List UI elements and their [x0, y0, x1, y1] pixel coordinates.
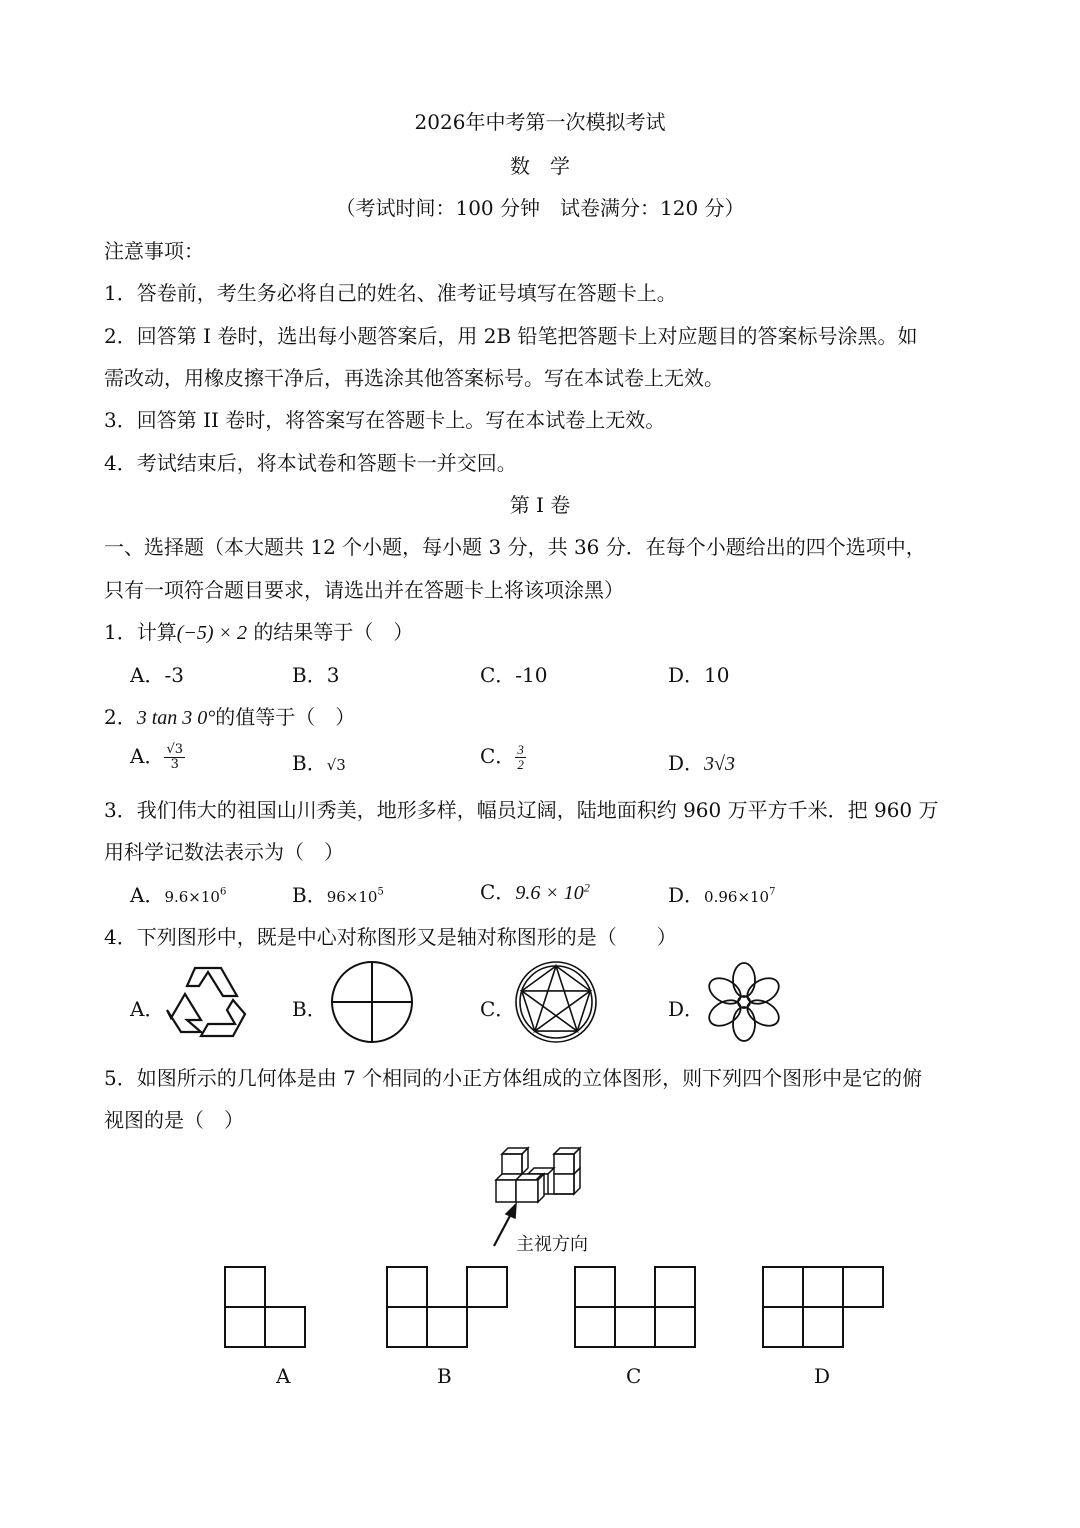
six-petal-flower-figure[interactable] [702, 958, 786, 1046]
q3-b-label: B． [292, 883, 327, 907]
q3-d-label: D． [668, 883, 705, 907]
q3-a-value: 9.6×10 [164, 888, 220, 906]
q2-b-value: √3 [326, 756, 346, 774]
q3-d-value: 0.96×10 [704, 888, 770, 906]
q2-option-a[interactable] [130, 740, 185, 772]
exam-info: （考试时间：100 分钟 试卷满分：120 分） [335, 196, 745, 220]
subject-title: 数 学 [510, 154, 570, 178]
q3-c-exponent: 2 [583, 880, 590, 895]
q2-c-numerator: 3 [517, 742, 524, 757]
q2-c-fraction [515, 743, 526, 772]
view-direction-label: 主视方向 [516, 1234, 588, 1255]
q2-a-numerator: √3 [166, 742, 184, 757]
q2-option-d[interactable] [668, 747, 735, 776]
part1-heading: 第 I 卷 [509, 493, 571, 517]
notes-heading: 注意事项： [104, 239, 204, 263]
question-4: 4．下列图形中，既是中心对称图形又是轴对称图形的是（ ） [104, 925, 677, 949]
question-2 [104, 701, 355, 730]
q3-c-label: C． [480, 880, 516, 904]
q2-c-denominator: 2 [517, 757, 524, 772]
q2-expression: 3 tan 3 0° [136, 707, 216, 729]
q4-option-c-label[interactable]: C． [480, 997, 516, 1021]
q1-suffix: 的结果等于（ ） [247, 620, 414, 644]
circle-pentagram-figure[interactable] [514, 960, 598, 1044]
q3-option-b[interactable] [292, 879, 384, 908]
recycle-triangle-figure[interactable] [165, 962, 251, 1040]
q5-option-a-label[interactable]: A [276, 1364, 291, 1388]
note-3: 3．回答第 II 卷时，将答案写在答题卡上。写在本试卷上无效。 [104, 408, 666, 432]
q2-prefix: 2． [104, 705, 137, 729]
q1-option-b[interactable]: B．3 [292, 663, 340, 687]
note-2b: 需改动，用橡皮擦干净后，再选涂其他答案标号。写在本试卷上无效。 [104, 366, 724, 390]
q5-option-c-label[interactable]: C [626, 1364, 642, 1388]
pinwheel-figure[interactable] [330, 960, 414, 1044]
q2-option-c[interactable] [480, 740, 526, 772]
q5-option-c-grid[interactable] [574, 1266, 696, 1348]
q2-option-b[interactable] [292, 747, 346, 776]
q4-option-d-label[interactable]: D． [668, 997, 705, 1021]
q5-option-b-label[interactable]: B [437, 1364, 452, 1388]
q3-b-value: 96×10 [326, 888, 378, 906]
q3-d-exponent: 7 [769, 886, 776, 898]
q3-option-d[interactable] [668, 879, 775, 908]
q3-b-exponent: 5 [377, 886, 384, 898]
note-4: 4．考试结束后，将本试卷和答题卡一并交回。 [104, 451, 517, 475]
q1-option-d[interactable]: D．10 [668, 663, 730, 687]
exam-title: 2026年中考第一次模拟考试 [414, 110, 666, 134]
question-3-line1: 3．我们伟大的祖国山川秀美，地形多样，幅员辽阔，陆地面积约 960 万平方千米．把 960 万 [104, 798, 939, 822]
q2-d-value: 3√3 [704, 753, 736, 775]
q1-option-c[interactable]: C．-10 [480, 663, 548, 687]
q5-option-d-label[interactable]: D [814, 1364, 831, 1388]
q2-a-denominator: 3 [170, 757, 179, 772]
q2-a-fraction [164, 743, 185, 772]
q5-option-d-grid[interactable] [762, 1266, 884, 1348]
q1-expression: (−5) × 2 [176, 622, 248, 644]
q2-a-label: A． [130, 744, 165, 768]
q3-option-c[interactable] [480, 876, 590, 905]
q3-a-label: A． [130, 883, 165, 907]
question-1 [104, 616, 413, 645]
q1-prefix: 1．计算 [104, 620, 177, 644]
question-5-line2: 视图的是（ ） [104, 1108, 244, 1132]
q2-d-label: D． [668, 751, 705, 775]
q3-c-value: 9.6 × 10 [515, 882, 584, 904]
q5-option-a-grid[interactable] [224, 1266, 306, 1348]
q4-option-b-label[interactable]: B． [292, 997, 327, 1021]
q2-c-label: C． [480, 744, 516, 768]
q3-option-a[interactable] [130, 879, 226, 908]
section-instructions-line1: 一、选择题（本大题共 12 个小题，每小题 3 分，共 36 分．在每个小题给出的四个选项中， [104, 535, 926, 559]
note-1: 1．答卷前，考生务必将自己的姓名、准考证号填写在答题卡上。 [104, 281, 677, 305]
question-5-line1: 5．如图所示的几何体是由 7 个相同的小正方体组成的立体图形，则下列四个图形中是它的俯 [104, 1066, 923, 1090]
note-2a: 2．回答第 I 卷时，选出每小题答案后，用 2B 铅笔把答题卡上对应题目的答案标号涂黑。如 [104, 324, 918, 348]
q5-option-b-grid[interactable] [386, 1266, 508, 1348]
q2-suffix: 的值等于（ ） [215, 705, 356, 729]
q1-option-a[interactable]: A．-3 [130, 663, 184, 687]
q2-b-label: B． [292, 751, 327, 775]
question-3-line2: 用科学记数法表示为（ ） [104, 840, 344, 864]
section-instructions-line2: 只有一项符合题目要求，请选出并在答题卡上将该项涂黑） [104, 578, 624, 602]
q3-a-exponent: 6 [219, 886, 227, 898]
q4-option-a-label[interactable]: A． [130, 997, 165, 1021]
